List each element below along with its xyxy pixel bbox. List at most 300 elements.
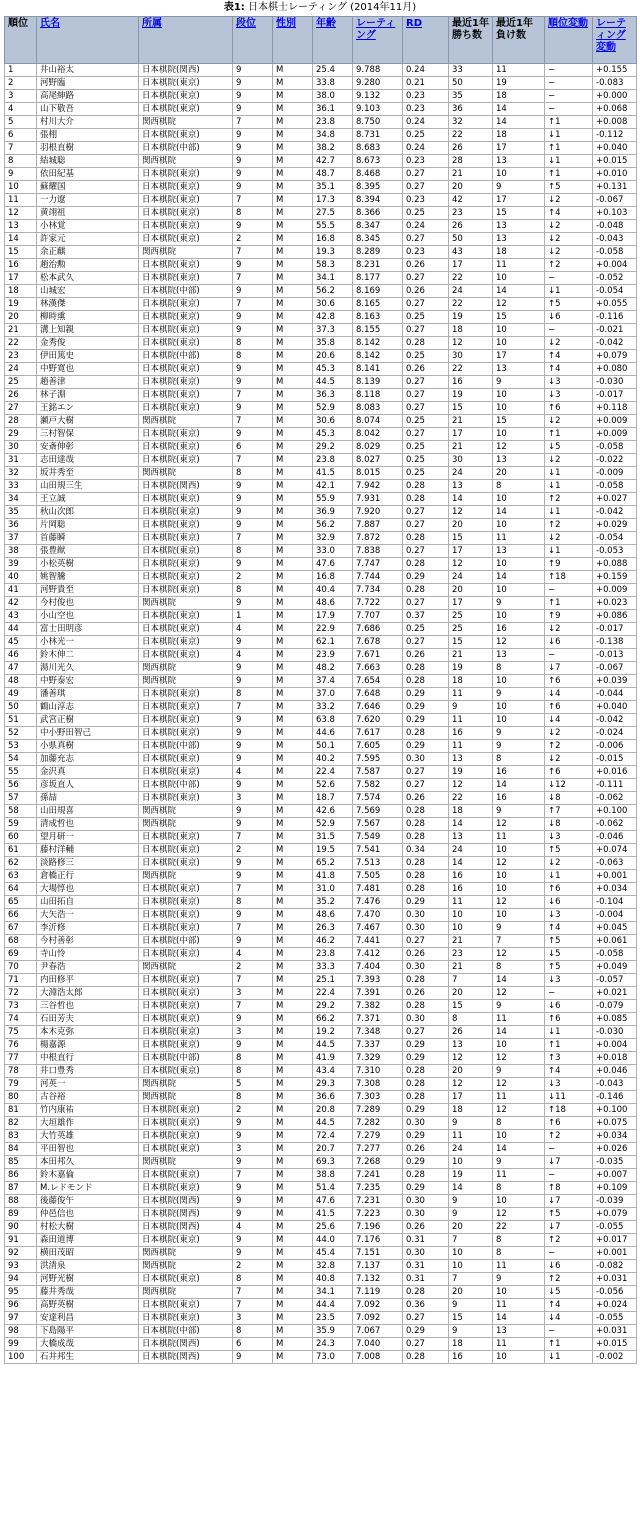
cell-affil: 日本棋院(東京) <box>139 259 233 272</box>
cell-rd: 0.28 <box>403 831 449 844</box>
column-header-rating[interactable]: レーティング <box>353 17 403 64</box>
cell-rd: 0.27 <box>403 402 449 415</box>
cell-affil: 関西棋院 <box>139 415 233 428</box>
cell-rating: 7.371 <box>353 1013 403 1026</box>
cell-rankchg: ↓5 <box>545 1286 593 1299</box>
cell-losses: 11 <box>493 1013 545 1026</box>
table-row <box>5 649 637 662</box>
cell-rankchg: ↓4 <box>545 688 593 701</box>
cell-affil: 日本棋院(東京) <box>139 831 233 844</box>
cell-wins: 12 <box>449 558 493 571</box>
cell-rd: 0.26 <box>403 363 449 376</box>
cell-rd: 0.27 <box>403 506 449 519</box>
cell-affil: 日本棋院(東京) <box>139 974 233 987</box>
cell-affil: 関西棋院 <box>139 961 233 974</box>
cell-affil: 日本棋院(東京) <box>139 1273 233 1286</box>
cell-wins: 28 <box>449 155 493 168</box>
cell-name: 大矢浩一 <box>37 909 139 922</box>
cell-rank: 72 <box>5 987 37 1000</box>
cell-affil: 日本棋院(中部) <box>139 142 233 155</box>
cell-name: 山田拓自 <box>37 896 139 909</box>
cell-losses: 10 <box>493 168 545 181</box>
cell-rating: 7.734 <box>353 584 403 597</box>
cell-affil: 日本棋院(東京) <box>139 376 233 389</box>
cell-affil: 日本棋院(東京) <box>139 844 233 857</box>
cell-wins: 11 <box>449 896 493 909</box>
cell-losses: 10 <box>493 714 545 727</box>
cell-rating: 7.310 <box>353 1065 403 1078</box>
cell-dan: 9 <box>233 90 273 103</box>
column-header-name[interactable]: 氏名 <box>37 17 139 64</box>
cell-rd: 0.26 <box>403 1143 449 1156</box>
column-header-age[interactable]: 年齢 <box>313 17 353 64</box>
cell-rank: 78 <box>5 1065 37 1078</box>
cell-wins: 13 <box>449 831 493 844</box>
cell-affil: 関西棋院 <box>139 1091 233 1104</box>
cell-dan: 7 <box>233 194 273 207</box>
cell-rankchg: ↓6 <box>545 896 593 909</box>
cell-ratingchg: -0.044 <box>593 688 637 701</box>
cell-rankchg: ↑4 <box>545 363 593 376</box>
cell-wins: 7 <box>449 974 493 987</box>
cell-sex: M <box>273 363 313 376</box>
cell-dan: 7 <box>233 532 273 545</box>
cell-rankchg: ↑4 <box>545 350 593 363</box>
cell-rating: 7.289 <box>353 1104 403 1117</box>
cell-age: 25.6 <box>313 1221 353 1234</box>
cell-losses: 10 <box>493 701 545 714</box>
cell-rd: 0.27 <box>403 1026 449 1039</box>
cell-sex: M <box>273 181 313 194</box>
cell-rating: 7.231 <box>353 1195 403 1208</box>
cell-age: 29.2 <box>313 441 353 454</box>
cell-affil: 関西棋院 <box>139 155 233 168</box>
cell-ratingchg: +0.118 <box>593 402 637 415</box>
cell-name: 孫喆 <box>37 792 139 805</box>
cell-age: 38.2 <box>313 142 353 155</box>
cell-rank: 64 <box>5 883 37 896</box>
cell-sex: M <box>273 740 313 753</box>
cell-dan: 3 <box>233 1312 273 1325</box>
cell-rating: 7.931 <box>353 493 403 506</box>
cell-rd: 0.30 <box>403 1208 449 1221</box>
table-row <box>5 155 637 168</box>
cell-rankchg: ↓2 <box>545 623 593 636</box>
cell-rd: 0.23 <box>403 155 449 168</box>
cell-dan: 7 <box>233 116 273 129</box>
table-row <box>5 792 637 805</box>
cell-rd: 0.29 <box>403 1039 449 1052</box>
cell-wins: 18 <box>449 324 493 337</box>
cell-dan: 7 <box>233 454 273 467</box>
cell-affil: 日本棋院(東京) <box>139 1234 233 1247</box>
cell-rank: 17 <box>5 272 37 285</box>
cell-rd: 0.26 <box>403 987 449 1000</box>
cell-rd: 0.27 <box>403 519 449 532</box>
cell-name: 大淵浩太郎 <box>37 987 139 1000</box>
table-row <box>5 844 637 857</box>
cell-losses: 12 <box>493 1208 545 1221</box>
table-row <box>5 1013 637 1026</box>
cell-name: 後藤俊午 <box>37 1195 139 1208</box>
cell-dan: 9 <box>233 168 273 181</box>
cell-rating: 7.404 <box>353 961 403 974</box>
cell-rankchg: ↑5 <box>545 181 593 194</box>
cell-sex: M <box>273 1312 313 1325</box>
cell-name: 井山裕太 <box>37 64 139 77</box>
cell-ratingchg: +0.015 <box>593 1338 637 1351</box>
cell-rankchg: ↑1 <box>545 1039 593 1052</box>
cell-rank: 47 <box>5 662 37 675</box>
cell-rank: 21 <box>5 324 37 337</box>
cell-dan: 3 <box>233 1143 273 1156</box>
cell-dan: 6 <box>233 1338 273 1351</box>
table-row <box>5 1117 637 1130</box>
cell-sex: M <box>273 493 313 506</box>
cell-name: 余正麒 <box>37 246 139 259</box>
cell-age: 47.6 <box>313 1195 353 1208</box>
cell-losses: 10 <box>493 1195 545 1208</box>
cell-rd: 0.29 <box>403 701 449 714</box>
cell-rankchg: ↑4 <box>545 1299 593 1312</box>
cell-rankchg: ↑8 <box>545 1182 593 1195</box>
cell-wins: 21 <box>449 649 493 662</box>
cell-name: 潘善琪 <box>37 688 139 701</box>
cell-losses: 12 <box>493 636 545 649</box>
cell-age: 52.9 <box>313 402 353 415</box>
cell-rankchg: − <box>545 64 593 77</box>
cell-name: 石田芳夫 <box>37 1013 139 1026</box>
cell-rankchg: ↑1 <box>545 1338 593 1351</box>
cell-affil: 日本棋院(東京) <box>139 623 233 636</box>
cell-dan: 9 <box>233 714 273 727</box>
cell-wins: 24 <box>449 285 493 298</box>
cell-sex: M <box>273 220 313 233</box>
cell-rating: 7.648 <box>353 688 403 701</box>
cell-age: 25.1 <box>313 974 353 987</box>
cell-rd: 0.29 <box>403 714 449 727</box>
cell-name: 古谷裕 <box>37 1091 139 1104</box>
cell-rank: 54 <box>5 753 37 766</box>
cell-wins: 15 <box>449 402 493 415</box>
table-row <box>5 922 637 935</box>
cell-rank: 88 <box>5 1195 37 1208</box>
cell-ratingchg: +0.007 <box>593 1169 637 1182</box>
cell-rankchg: ↑6 <box>545 1013 593 1026</box>
cell-rating: 7.942 <box>353 480 403 493</box>
cell-wins: 7 <box>449 1273 493 1286</box>
cell-ratingchg: -0.042 <box>593 714 637 727</box>
cell-name: 淡路修三 <box>37 857 139 870</box>
cell-wins: 11 <box>449 1130 493 1143</box>
cell-rank: 99 <box>5 1338 37 1351</box>
cell-name: 中根直行 <box>37 1052 139 1065</box>
cell-dan: 3 <box>233 1026 273 1039</box>
cell-wins: 30 <box>449 454 493 467</box>
table-row <box>5 376 637 389</box>
cell-rating: 9.280 <box>353 77 403 90</box>
column-header-affil[interactable]: 所属 <box>139 17 233 64</box>
cell-ratingchg: -0.067 <box>593 662 637 675</box>
cell-dan: 9 <box>233 64 273 77</box>
cell-losses: 13 <box>493 363 545 376</box>
cell-sex: M <box>273 1247 313 1260</box>
cell-rd: 0.28 <box>403 1169 449 1182</box>
cell-rank: 69 <box>5 948 37 961</box>
cell-sex: M <box>273 259 313 272</box>
cell-sex: M <box>273 103 313 116</box>
cell-dan: 7 <box>233 1000 273 1013</box>
cell-ratingchg: +0.010 <box>593 168 637 181</box>
cell-rankchg: − <box>545 649 593 662</box>
cell-rankchg: ↓1 <box>545 1026 593 1039</box>
cell-sex: M <box>273 129 313 142</box>
cell-rank: 53 <box>5 740 37 753</box>
cell-affil: 日本棋院(東京) <box>139 727 233 740</box>
cell-affil: 日本棋院(東京) <box>139 636 233 649</box>
cell-affil: 日本棋院(東京) <box>139 1000 233 1013</box>
column-header-ratingchg[interactable]: レーティング変動 <box>593 17 637 64</box>
cell-rating: 8.366 <box>353 207 403 220</box>
cell-affil: 日本棋院(東京) <box>139 363 233 376</box>
cell-rd: 0.25 <box>403 311 449 324</box>
cell-losses: 9 <box>493 181 545 194</box>
cell-wins: 13 <box>449 1039 493 1052</box>
cell-ratingchg: +0.004 <box>593 1039 637 1052</box>
cell-losses: 8 <box>493 1247 545 1260</box>
cell-sex: M <box>273 285 313 298</box>
cell-rating: 7.441 <box>353 935 403 948</box>
cell-losses: 12 <box>493 298 545 311</box>
cell-dan: 8 <box>233 1273 273 1286</box>
column-header-rankchg[interactable]: 順位変動 <box>545 17 593 64</box>
cell-wins: 24 <box>449 844 493 857</box>
cell-ratingchg: -0.054 <box>593 532 637 545</box>
cell-wins: 19 <box>449 662 493 675</box>
cell-rankchg: ↑18 <box>545 1104 593 1117</box>
cell-wins: 12 <box>449 337 493 350</box>
cell-rankchg: ↑2 <box>545 519 593 532</box>
cell-name: 鈴木嘉倫 <box>37 1169 139 1182</box>
cell-affil: 日本棋院(東京) <box>139 558 233 571</box>
cell-rank: 58 <box>5 805 37 818</box>
cell-wins: 20 <box>449 1286 493 1299</box>
cell-rating: 7.196 <box>353 1221 403 1234</box>
cell-affil: 日本棋院(東京) <box>139 324 233 337</box>
cell-rankchg: ↑5 <box>545 844 593 857</box>
cell-rankchg: ↑6 <box>545 766 593 779</box>
cell-rankchg: ↓12 <box>545 779 593 792</box>
column-header-dan[interactable]: 段位 <box>233 17 273 64</box>
cell-dan: 9 <box>233 493 273 506</box>
cell-rank: 23 <box>5 350 37 363</box>
cell-ratingchg: -0.112 <box>593 129 637 142</box>
cell-rankchg: ↑1 <box>545 597 593 610</box>
cell-rd: 0.29 <box>403 1130 449 1143</box>
cell-losses: 8 <box>493 1182 545 1195</box>
cell-age: 36.9 <box>313 506 353 519</box>
table-row <box>5 870 637 883</box>
column-header-rank: 順位 <box>5 17 37 64</box>
cell-ratingchg: +0.024 <box>593 1299 637 1312</box>
cell-rating: 7.646 <box>353 701 403 714</box>
cell-dan: 9 <box>233 1195 273 1208</box>
cell-name: 羽根直樹 <box>37 142 139 155</box>
cell-name: 一力遼 <box>37 194 139 207</box>
cell-rd: 0.29 <box>403 740 449 753</box>
column-header-sex[interactable]: 性別 <box>273 17 313 64</box>
cell-rating: 7.747 <box>353 558 403 571</box>
cell-losses: 12 <box>493 857 545 870</box>
cell-dan: 9 <box>233 727 273 740</box>
cell-ratingchg: +0.034 <box>593 1130 637 1143</box>
cell-name: 張豊猷 <box>37 545 139 558</box>
cell-affil: 関西棋院 <box>139 246 233 259</box>
cell-sex: M <box>273 233 313 246</box>
cell-rankchg: ↓6 <box>545 636 593 649</box>
cell-dan: 7 <box>233 1299 273 1312</box>
cell-rankchg: − <box>545 987 593 1000</box>
cell-rating: 7.223 <box>353 1208 403 1221</box>
cell-rd: 0.28 <box>403 532 449 545</box>
cell-name: 趙治勲 <box>37 259 139 272</box>
cell-rd: 0.28 <box>403 818 449 831</box>
cell-rating: 7.132 <box>353 1273 403 1286</box>
cell-rankchg: ↓3 <box>545 909 593 922</box>
cell-ratingchg: +0.031 <box>593 1273 637 1286</box>
cell-rank: 32 <box>5 467 37 480</box>
cell-rank: 40 <box>5 571 37 584</box>
cell-ratingchg: +0.026 <box>593 1143 637 1156</box>
cell-name: 高野英樹 <box>37 1299 139 1312</box>
cell-name: 大橋成哉 <box>37 1338 139 1351</box>
cell-dan: 8 <box>233 1065 273 1078</box>
table-row <box>5 1299 637 1312</box>
table-row <box>5 181 637 194</box>
cell-affil: 関西棋院 <box>139 116 233 129</box>
cell-rank: 34 <box>5 493 37 506</box>
cell-losses: 16 <box>493 766 545 779</box>
cell-rd: 0.27 <box>403 376 449 389</box>
cell-ratingchg: -0.062 <box>593 792 637 805</box>
cell-sex: M <box>273 155 313 168</box>
cell-dan: 9 <box>233 311 273 324</box>
cell-losses: 12 <box>493 1078 545 1091</box>
cell-sex: M <box>273 246 313 259</box>
cell-dan: 8 <box>233 467 273 480</box>
cell-dan: 9 <box>233 805 273 818</box>
table-row <box>5 311 637 324</box>
cell-rating: 8.347 <box>353 220 403 233</box>
cell-affil: 日本棋院(東京) <box>139 77 233 90</box>
cell-affil: 日本棋院(関西) <box>139 1208 233 1221</box>
cell-name: 村松大樹 <box>37 1221 139 1234</box>
cell-sex: M <box>273 584 313 597</box>
cell-rank: 89 <box>5 1208 37 1221</box>
table-row <box>5 974 637 987</box>
cell-rd: 0.27 <box>403 233 449 246</box>
cell-affil: 日本棋院(東京) <box>139 1299 233 1312</box>
cell-wins: 24 <box>449 1143 493 1156</box>
cell-rating: 8.027 <box>353 454 403 467</box>
cell-wins: 10 <box>449 909 493 922</box>
cell-sex: M <box>273 792 313 805</box>
cell-rd: 0.30 <box>403 1013 449 1026</box>
cell-sex: M <box>273 194 313 207</box>
cell-rankchg: ↓2 <box>545 454 593 467</box>
cell-dan: 9 <box>233 155 273 168</box>
cell-wins: 50 <box>449 233 493 246</box>
cell-rating: 8.395 <box>353 181 403 194</box>
cell-ratingchg: -0.058 <box>593 948 637 961</box>
cell-age: 69.3 <box>313 1156 353 1169</box>
cell-dan: 8 <box>233 337 273 350</box>
cell-rd: 0.24 <box>403 220 449 233</box>
cell-rank: 91 <box>5 1234 37 1247</box>
cell-age: 34.1 <box>313 272 353 285</box>
cell-age: 23.8 <box>313 116 353 129</box>
cell-rating: 7.678 <box>353 636 403 649</box>
cell-ratingchg: -0.043 <box>593 233 637 246</box>
cell-rankchg: ↑3 <box>545 1052 593 1065</box>
cell-rd: 0.27 <box>403 324 449 337</box>
column-header-rd[interactable]: RD <box>403 17 449 64</box>
cell-sex: M <box>273 311 313 324</box>
cell-rank: 77 <box>5 1052 37 1065</box>
cell-losses: 12 <box>493 1104 545 1117</box>
cell-rank: 49 <box>5 688 37 701</box>
cell-rating: 7.838 <box>353 545 403 558</box>
cell-age: 32.8 <box>313 1260 353 1273</box>
cell-wins: 8 <box>449 1013 493 1026</box>
cell-wins: 14 <box>449 1182 493 1195</box>
cell-sex: M <box>273 506 313 519</box>
cell-age: 16.8 <box>313 571 353 584</box>
cell-losses: 9 <box>493 597 545 610</box>
cell-age: 38.8 <box>313 1169 353 1182</box>
cell-affil: 日本棋院(中部) <box>139 740 233 753</box>
cell-name: 小松英樹 <box>37 558 139 571</box>
cell-dan: 8 <box>233 207 273 220</box>
cell-ratingchg: -0.022 <box>593 454 637 467</box>
cell-ratingchg: +0.029 <box>593 519 637 532</box>
cell-rank: 51 <box>5 714 37 727</box>
cell-ratingchg: +0.049 <box>593 961 637 974</box>
table-body <box>5 64 637 1364</box>
cell-wins: 24 <box>449 571 493 584</box>
cell-rd: 0.29 <box>403 1104 449 1117</box>
cell-name: 清成哲也 <box>37 818 139 831</box>
cell-rd: 0.23 <box>403 246 449 259</box>
cell-losses: 10 <box>493 272 545 285</box>
cell-wins: 26 <box>449 142 493 155</box>
cell-age: 19.5 <box>313 844 353 857</box>
cell-rankchg: − <box>545 1325 593 1338</box>
cell-rankchg: − <box>545 1143 593 1156</box>
cell-losses: 12 <box>493 1052 545 1065</box>
cell-rating: 8.289 <box>353 246 403 259</box>
cell-rating: 7.567 <box>353 818 403 831</box>
cell-age: 56.2 <box>313 285 353 298</box>
cell-name: 小林覚 <box>37 220 139 233</box>
cell-rd: 0.29 <box>403 688 449 701</box>
cell-rankchg: ↑18 <box>545 571 593 584</box>
cell-dan: 5 <box>233 1078 273 1091</box>
cell-affil: 日本棋院(東京) <box>139 792 233 805</box>
cell-rd: 0.25 <box>403 441 449 454</box>
cell-ratingchg: +0.039 <box>593 675 637 688</box>
cell-rd: 0.28 <box>403 675 449 688</box>
